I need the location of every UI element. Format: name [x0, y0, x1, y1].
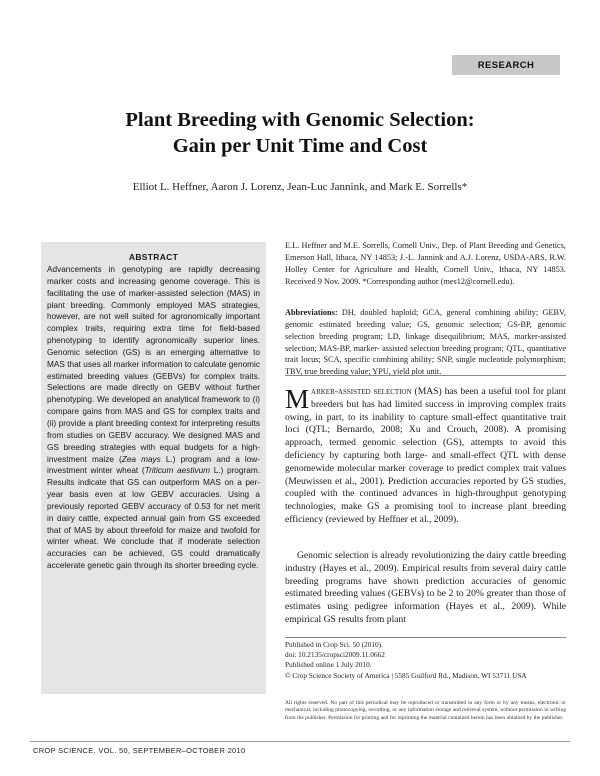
body-paragraph-1 — [285, 386, 566, 527]
journal-footer: CROP SCIENCE, VOL. 50, SEPTEMBER–OCTOBER 2010 — [33, 746, 246, 755]
paragraph-1-text: (MAS) has been a useful tool for plant breeders but has had limited success in improving complex traits owing, in part, to its inability to capture small-effect quantitative trait loci (QTL; Bernardo, 2008; Xu and Crouch, 2008). A promising approach, termed genomic selection (GS), attempts to avoid this deficiency by capturing both large- and small-effect QTL with dense genomewide molecular marker coverage to predict complex trait values (Meuwissen et al., 2001). Prediction accuracies reported by GS studies, coupled with the continued advances in high-throughput genotyping technologies, make GS a promising tool to increase plant breeding efficiency (reviewed by Heffner et al., 2009). — [285, 386, 566, 525]
abstract-text — [47, 264, 260, 572]
divider — [285, 637, 566, 638]
lead-smallcaps: arker-assisted selection — [311, 386, 412, 397]
pub-info-line: © Crop Science Society of America | 5585 Guilford Rd., Madison, WI 53711 USA — [285, 670, 527, 680]
drop-cap: M — [285, 384, 310, 414]
footer-divider — [30, 741, 570, 742]
abstract-part-1: Advancements in genotyping are rapidly decreasing marker costs and increasing genome coverage. This is facilitating the use of marker-assisted selection (MAS) in plant breeding. Commonly employed MAS strategies, however, are not well suited for agronomically important complex traits, requiring extra time for field-based phenotyping to identify agronomically superior lines. Genomic selection (GS) is an emerging alternative to MAS that uses all marker information to calculate genomic estimated breeding values (GEBVs) for complex traits. Selections are made directly on GEBV without further phenotyping. We developed an analytical framework to (i) compare gains from MAS and GS for complex traits and (ii) provide a plant breeding context for interpreting results from studies on GEBV accuracy. We designed MAS and GS breeding strategies with equal budgets for a high-investment maize ( — [47, 265, 260, 464]
abstract-species-2: Triticum aestivum — [144, 466, 211, 476]
pub-info-line: Published in Crop Sci. 50 (2010). — [285, 640, 383, 649]
abstract-species-1: Zea mays — [121, 454, 161, 464]
doi-link[interactable]: doi: 10.2135/cropsci2009.11.0662 — [285, 650, 385, 660]
abstract-part-3: L.) program. Results indicate that GS can outperform MAS on a per-year basis even at low GEBV accuracies. Using a previously reported GEBV accuracy of 0.53 for net merit in dairy cattle, expected annual gain from GS exceeded that of MAS by about threefold for maize and twofold for winter wheat. We conclude that if moderate selection accuracies can be achieved, GS could dramatically accelerate genetic gain through its shorter breeding cycle. — [47, 466, 260, 571]
title-line-2: Gain per Unit Time and Cost — [172, 135, 428, 157]
divider — [285, 375, 566, 376]
abbreviations-label: Abbreviations: — [285, 308, 338, 317]
abbreviations-text: DH, doubled haploid; GCA, general combining ability; GEBV, genomic estimated breeding value; GS, genomic selection; GS-BP, genomic selection breeding program; LD, linkage disequilibrium; MAS, marker-assisted selection; MAS-BP, marker- assisted selection breeding program; QTL, quantitative trait locus; SCA, specific combining ability; SNP, single nucleotide polymorphism; TBV, true breeding value; YPU, yield plot unit. — [285, 308, 566, 377]
abstract-part-2: L.) program and a low-investment winter wheat ( — [47, 454, 260, 476]
section-tag: RESEARCH — [452, 55, 560, 75]
publication-info — [285, 640, 566, 681]
article-title — [40, 107, 560, 159]
abstract-heading: ABSTRACT — [128, 252, 179, 262]
title-line-1: Plant Breeding with Genomic Selection: — [125, 109, 475, 131]
pub-info-line: Published online 1 July 2010. — [285, 660, 372, 670]
affiliations: E.L. Heffner and M.E. Sorrells, Cornell Univ., Dep. of Plant Breeding and Genetics, Emerson Hall, Ithaca, NY 14853; J.-L. Jannink and A.J. Lorenz, USDA-ARS, R.W. Holley Center for Agriculture and Health, Cornell Univ., Ithaca, NY 14853. Received 9 Nov. 2009. *Corresponding author (mes12@cornell.edu). — [285, 241, 566, 286]
copyright-notice: All rights reserved. No part of this periodical may be reproduced or transmitted in any form or by any means, electronic or mechanical, including photocopying, recording, or any information storage and retrieval system, without permission in writing from the publisher. Permission for printing and for reprinting the material contained herein has been obtained by the publisher. — [285, 700, 566, 721]
body-paragraph-2: Genomic selection is already revolutionizing the dairy cattle breeding industry (Hayes et al., 2009). Empirical results from several dairy cattle breeding programs have shown prediction accuracies of genomic estimated breeding values (GEBVs) to be 2 to 20% greater than those of estimates using pedigree information (Hayes et al., 2009). While empirical GS results from plant — [285, 550, 566, 625]
author-list: Elliot L. Heffner, Aaron J. Lorenz, Jean-Luc Jannink, and Mark E. Sorrells* — [132, 181, 468, 193]
abbreviations — [285, 307, 566, 378]
